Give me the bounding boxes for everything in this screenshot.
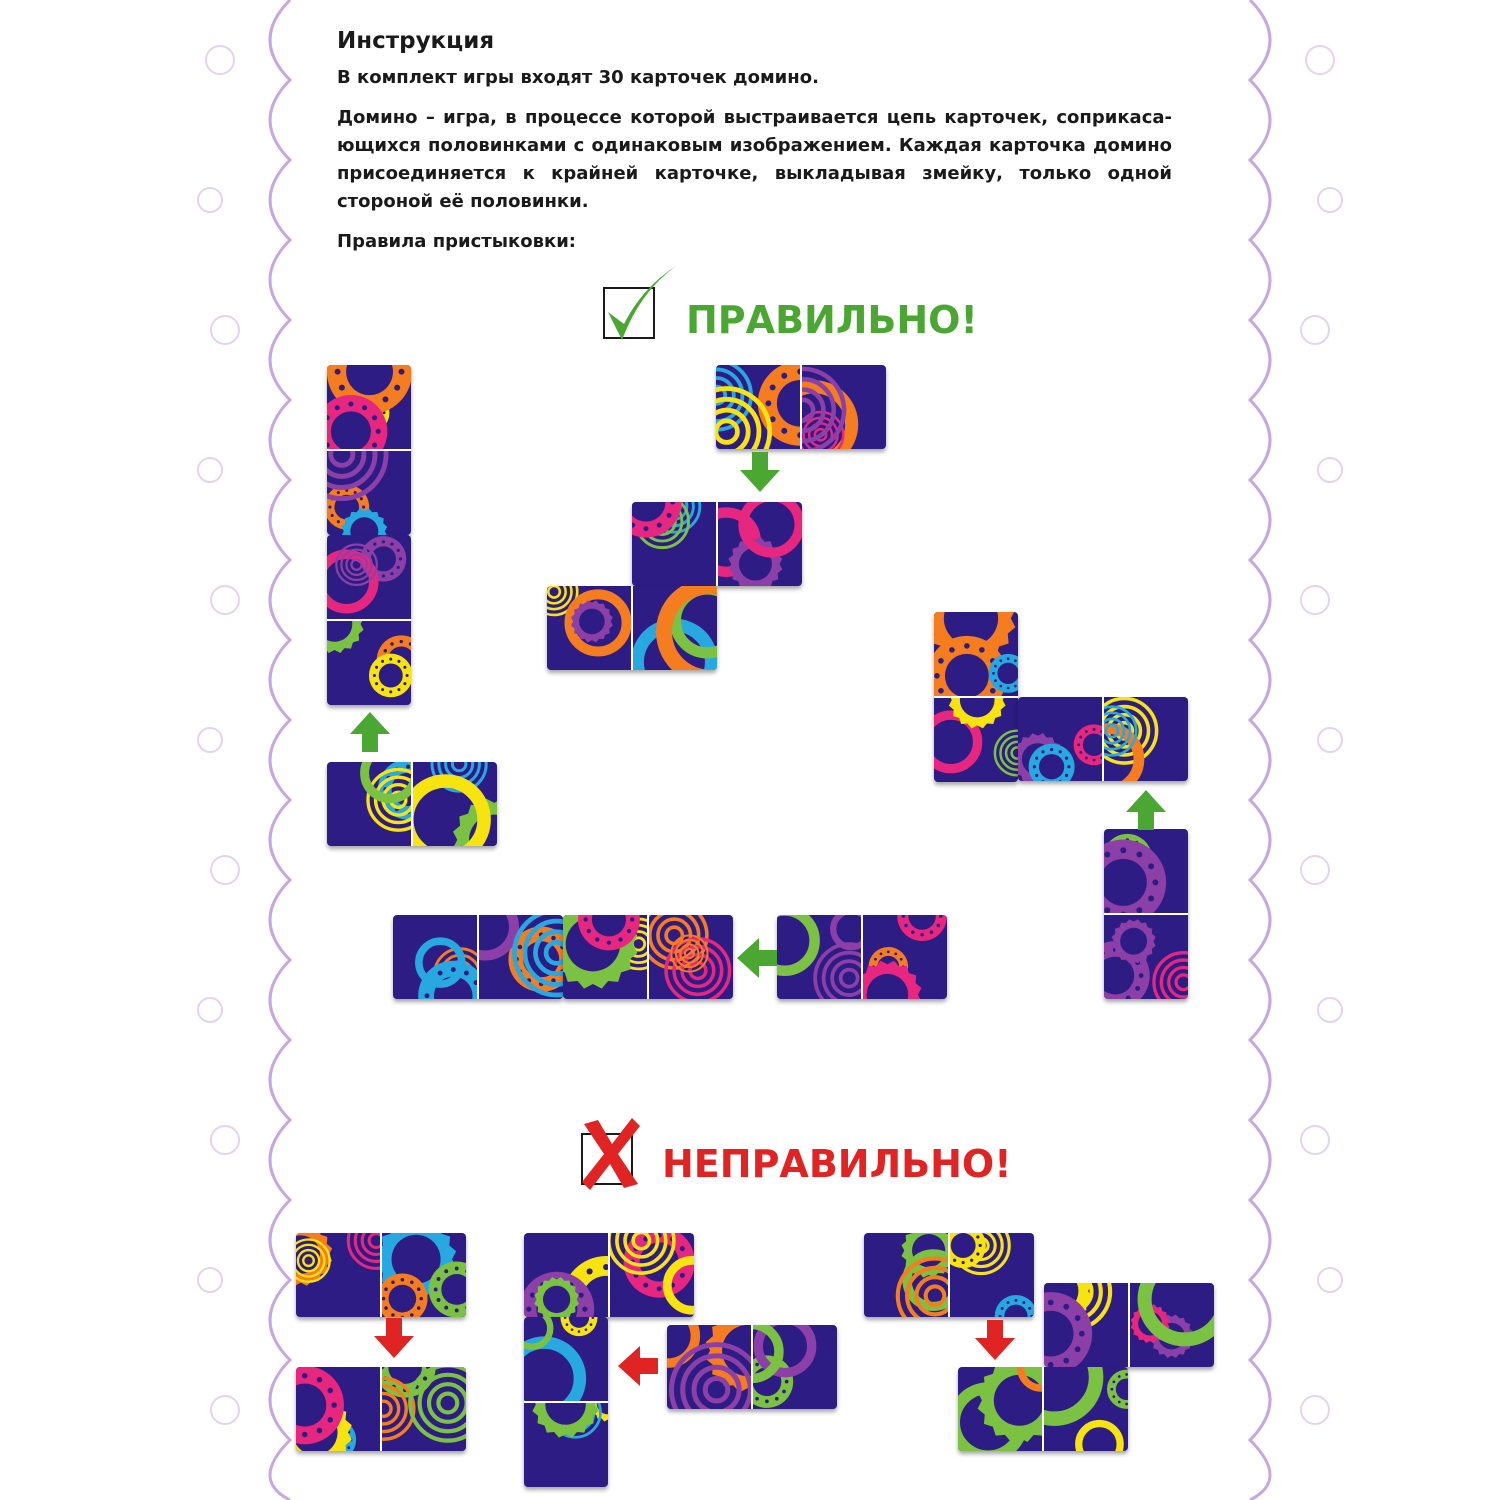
domino-tile bbox=[563, 915, 733, 999]
decorative-border-left bbox=[180, 0, 310, 1500]
up-arrow-icon bbox=[350, 712, 390, 756]
cross-icon bbox=[578, 1116, 648, 1191]
domino-tile bbox=[864, 1233, 1034, 1317]
correct-label: ПРАВИЛЬНО! bbox=[686, 298, 978, 342]
instruction-contents: В комплект игры входят 30 карточек домино. bbox=[337, 67, 819, 88]
domino-tile bbox=[524, 1317, 608, 1487]
decorative-border-right bbox=[1230, 0, 1360, 1500]
domino-tile bbox=[296, 1233, 466, 1317]
down-arrow-icon bbox=[740, 452, 780, 496]
down-arrow-icon bbox=[374, 1318, 414, 1362]
left-arrow-icon bbox=[618, 1346, 658, 1390]
domino-tile bbox=[632, 502, 802, 586]
domino-tile bbox=[958, 1367, 1128, 1451]
domino-tile bbox=[716, 365, 886, 449]
domino-tile bbox=[934, 612, 1018, 782]
down-arrow-icon bbox=[975, 1320, 1015, 1364]
instruction-heading: Инструкция bbox=[337, 28, 495, 54]
domino-tile bbox=[777, 915, 947, 999]
instruction-docking-rules: Правила пристыковки: bbox=[337, 231, 577, 252]
checkmark-icon bbox=[600, 262, 680, 347]
domino-tile bbox=[327, 762, 497, 846]
domino-tile bbox=[1018, 697, 1188, 781]
domino-tile bbox=[296, 1367, 466, 1451]
up-arrow-icon bbox=[1126, 790, 1166, 834]
left-arrow-icon bbox=[737, 938, 777, 982]
domino-tile bbox=[1044, 1283, 1214, 1367]
domino-tile bbox=[1104, 829, 1188, 999]
instruction-rules-text: Домино – игра, в процессе которой выстраивается цепь карточек, соприкаса-ющихся половинками с одинаковым изображением. Каждая карточка домино присоединяется к крайней карточке, выкладывая змейку, только одной стороной её половинки. bbox=[337, 107, 1172, 212]
domino-tile bbox=[327, 535, 411, 705]
domino-tile bbox=[547, 586, 717, 670]
domino-tile bbox=[327, 365, 411, 535]
domino-tile bbox=[524, 1233, 694, 1317]
domino-tile bbox=[393, 915, 563, 999]
domino-tile bbox=[667, 1325, 837, 1409]
incorrect-label: НЕПРАВИЛЬНО! bbox=[662, 1142, 1012, 1186]
